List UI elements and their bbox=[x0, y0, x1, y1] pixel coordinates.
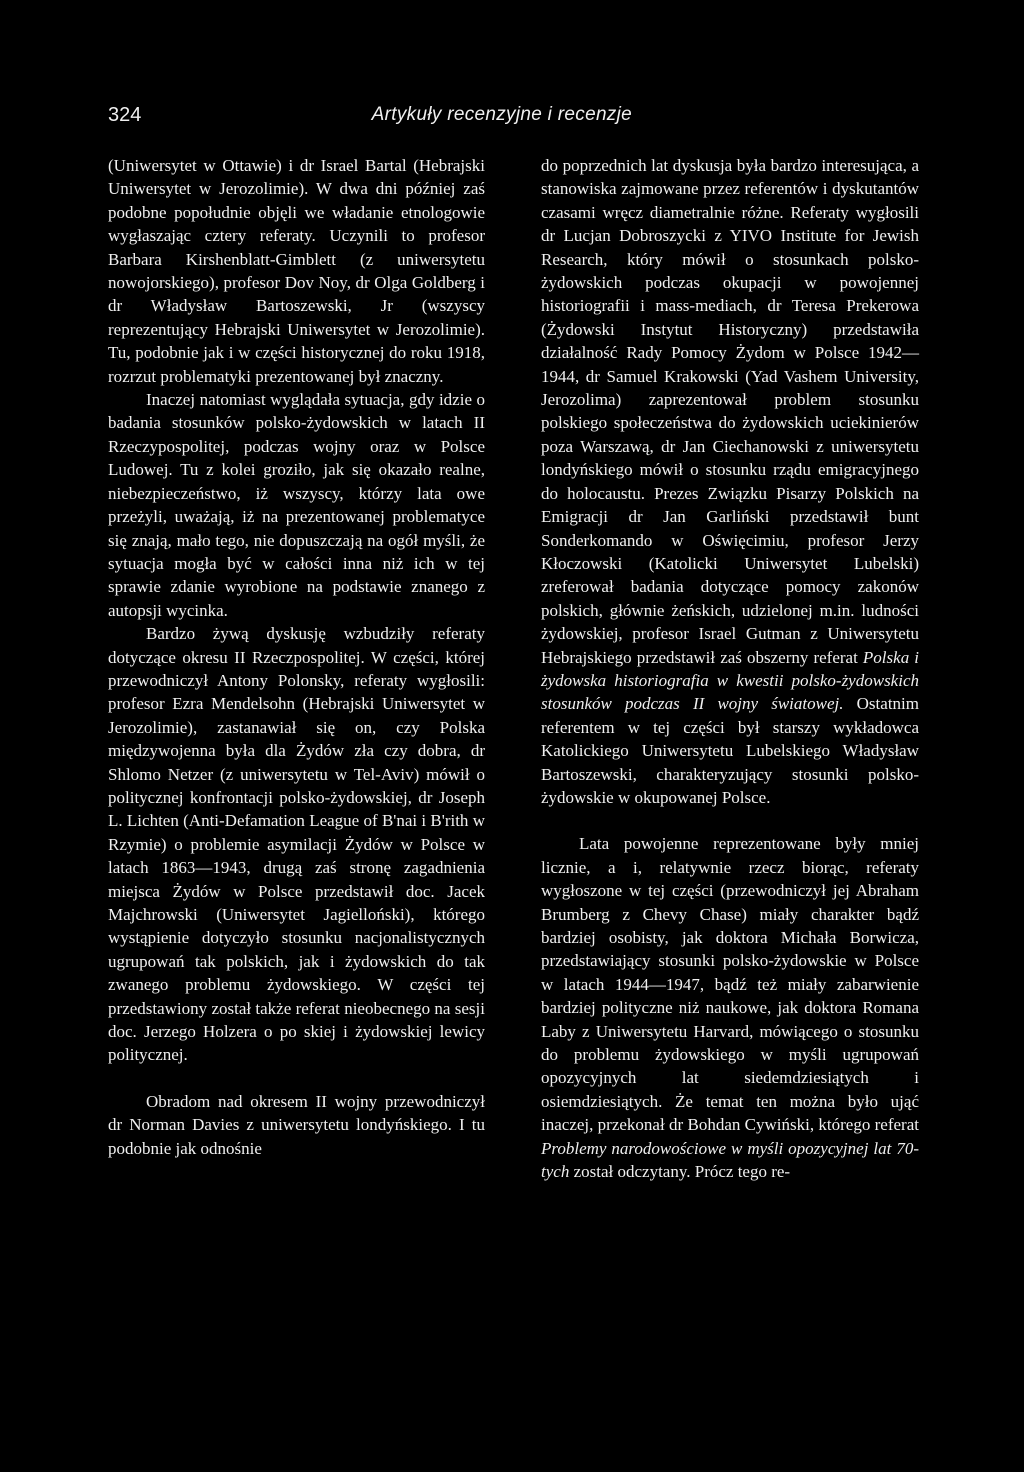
paragraph-text: do poprzednich lat dyskusja była bardzo interesująca, a stanowiska zajmowane przez referentów i dyskutantów czasami wręcz diametralnie różne. Referaty wygłosili dr Lucjan Dobroszycki z YIVO Institute for Jewish Research, który mówił o stosunkach polsko-żydowskich podczas okupacji w powojennej historiografii i mass-mediach, dr Teresa Prekerowa (Żydowski Instytut Historyczny) przedstawiła działalność Rady Pomocy Żydom w Polsce 1942—1944, dr Samuel Krakowski (Yad Vashem University, Jerozolima) zaprezentował problem stosunku polskiego społeczeństwa do żydowskich uciekinierów poza Warszawą, dr Jan Ciechanowski z uniwersytetu londyńskiego mówił o stosunku rządu emigracyjnego do holocaustu. Prezes Związku Pisarzy Polskich na Emigracji dr Jan Garliński przedstawił bunt Sonderkomando w Oświęcimiu, profesor Jerzy Kłoczowski (Katolicki Uniwersytet Lubelski) zreferował badania dotyczące pomocy zakonów polskich, głównie żeńskich, udzielonej m.in. ludności żydowskiej, profesor Israel Gutman z Uniwersytetu Hebrajskiego przedstawił zaś obszerny referat bbox=[541, 156, 919, 667]
left-column bbox=[108, 154, 485, 1160]
paper-title: Problemy narodowościowe w myśli opozycyjnej lat 70-tych bbox=[541, 1138, 919, 1182]
paper-title: Polska i żydowska historiografia w kwestii polsko-żydowskich stosunków podczas II wojny światowej. bbox=[541, 647, 920, 714]
page-header bbox=[108, 100, 632, 130]
paragraph bbox=[541, 832, 919, 1183]
paragraph-text: Lata powojenne reprezentowane były mniej licznie, a i, relatywnie rzecz biorąc, referaty wygłoszone w tej części (przewodniczył jej Abraham Brumberg z Chevy Chase) miały charakter bądź bardziej osobisty, jak doktora Michała Borwicza, przedstawiający stosunki polsko-żydowskie w Polsce w latach 1944—1947, bądź też miały zabarwienie bardziej polityczne niż naukowe, jak doktora Romana Laby z Uniwersytetu Harvard, mówiącego o stosunku do problemu żydowskiego w myśli ugrupowań opozycyjnych lat siedemdziesiątych i osiemdziesiątych. Że temat ten można było ująć inaczej, przekonał dr Bohdan Cywiński, którego referat bbox=[541, 834, 919, 1135]
running-head: Artykuły recenzyjne i recenzje bbox=[371, 104, 632, 125]
paragraph: Bardzo żywą dyskusję wzbudziły referaty dotyczące okresu II Rzeczpospolitej. W części, której przewodniczył Antony Polonsky, referaty wygłosili: profesor Ezra Mendelsohn (Hebrajski Uniwersytet w Jerozolimie), zastanawiał się on, czy Polska międzywojenna była dla Żydów zła czy dobra, dr Shlomo Netzer (z uniwersytetu w Tel-Aviv) mówił o politycznej konfrontacji polsko-żydowskiej, dr Joseph L. Lichten (Anti-Defamation League of B'nai i B'rith w Rzymie) o problemie asymilacji Żydów w Polsce w latach 1863—1943, drugą zaś stronę zagadnienia miejsca Żydów w Polsce przedstawił doc. Jacek Majchrowski (Uniwersytet Jagielloński), którego wystąpienie dotyczyło stosunku nacjonalistycznych ugrupowań tak polskich, jak i żydowskich do tak zwanego problemu żydowskiego. W części tej przedstawiony został także referat nieobecnego na sesji doc. Jerzego Holzera o po skiej i żydowskiej lewicy politycznej. bbox=[108, 624, 485, 1065]
paragraph bbox=[541, 154, 919, 809]
page-number: 324 bbox=[108, 104, 142, 126]
paragraph: (Uniwersytet w Ottawie) i dr Israel Bartal (Hebrajski Uniwersytet w Jerozolimie). W dwa dni później zaś podobne popołudnie objęli we władanie etnologowie wygłaszając cztery referaty. Uczynili to profesor Barbara Kirshenblatt-Gimblett (z uniwersytetu nowojorskiego), profesor Dov Noy, dr Olga Goldberg i dr Władysław Bartoszewski, Jr (wszyscy reprezentujący Hebrajski Uniwersytet w Jerozolimie). Tu, podobnie jak i w części historycznej do roku 1918, rozrzut problematyki prezentowanej był znaczny. bbox=[108, 156, 485, 386]
paragraph: Inaczej natomiast wyglądała sytuacja, gdy idzie o badania stosunków polsko-żydowskich w latach II Rzeczypospolitej, podczas wojny oraz w Polsce Ludowej. Tu z kolei groziło, jak się okazało realne, niebezpieczeństwo, iż wszyscy, którzy lata owe przeżyli, uważają, iż na prezentowanej problematyce się znają, mało tego, nie dopuszczają na ogół myśli, że sytuacja mogła być w całości inna niż ich w tej sprawie zdanie wyrobione na podstawie znanego z autopsji wycinka. bbox=[108, 390, 485, 620]
paragraph-text: Ostatnim referentem w tej części był starszy wykładowca Katolickiego Uniwersytetu Lubelskiego Władysław Bartoszewski, charakteryzujący stosunki polsko-żydowskie w okupowanej Polsce. bbox=[541, 694, 919, 807]
paragraph-text: został odczytany. Prócz tego re- bbox=[573, 1162, 791, 1182]
right-column bbox=[541, 154, 919, 1183]
paragraph: Obradom nad okresem II wojny przewodniczył dr Norman Davies z uniwersytetu londyńskiego. I tu podobnie jak odnośnie bbox=[108, 1091, 485, 1158]
